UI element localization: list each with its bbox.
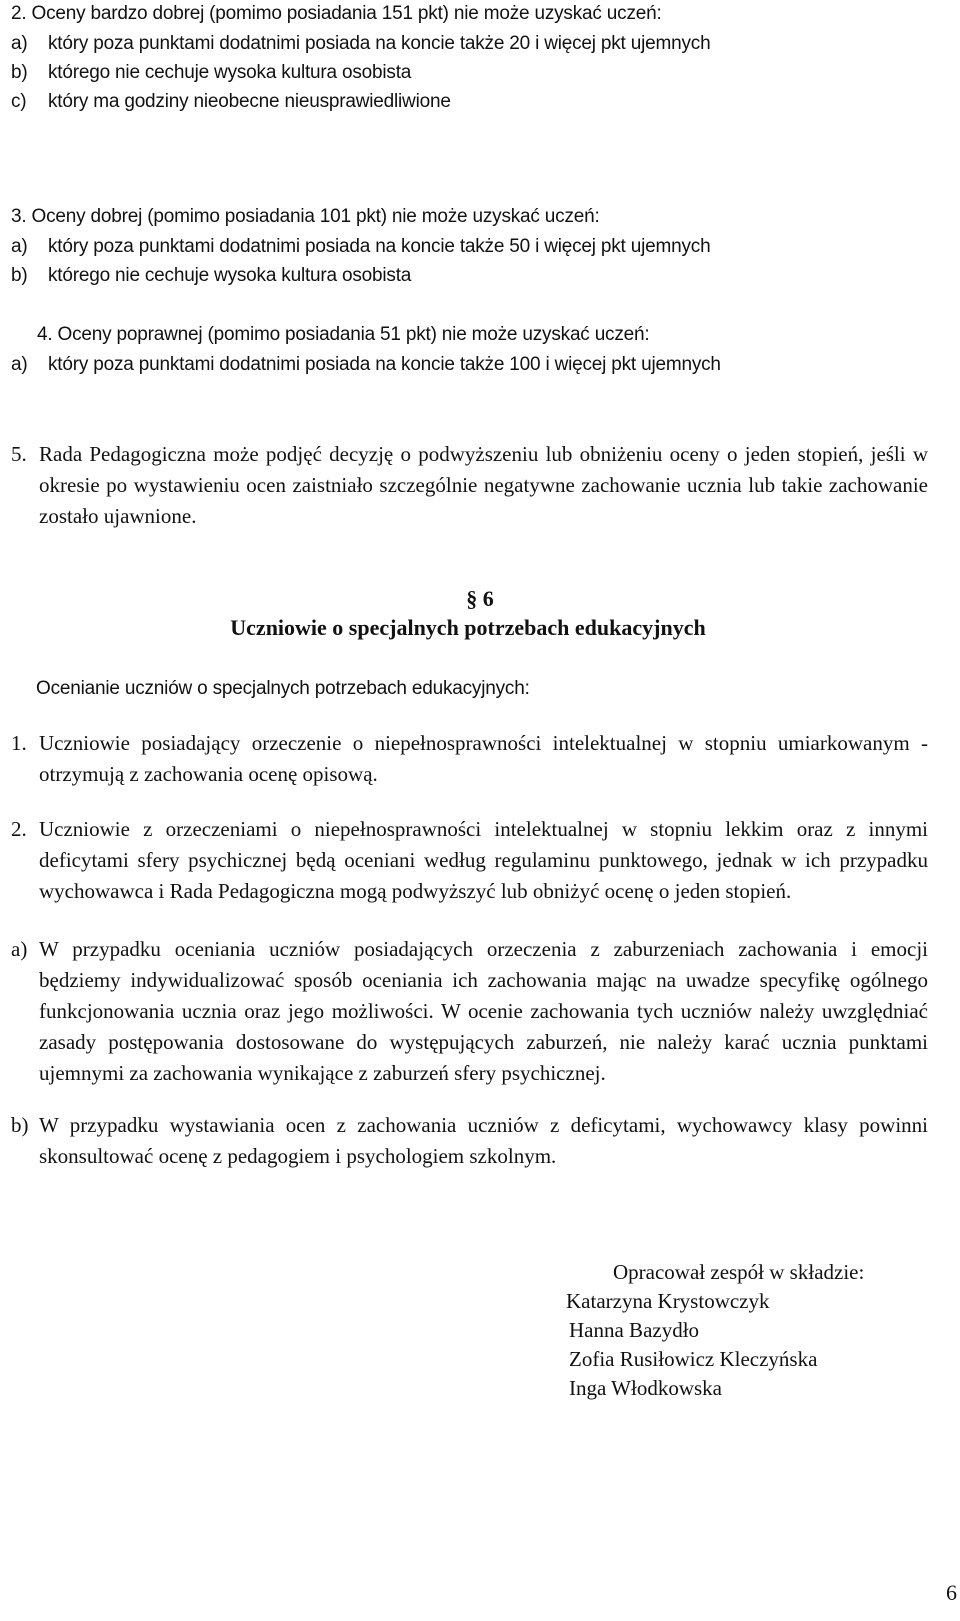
signature-member: Zofia Rusiłowicz Kleczyńska <box>569 1347 818 1371</box>
section-4-title: 4. Oceny poprawnej (pomimo posiadania 51 pkt) nie może uzyskać uczeń: <box>37 324 650 345</box>
point-2 <box>11 814 928 907</box>
page-number: 6 <box>946 1580 957 1605</box>
list-item <box>11 92 451 111</box>
list-item <box>11 34 710 53</box>
section-2-title: 2. Oceny bardzo dobrej (pomimo posiadania 151 pkt) nie może uzyskać uczeń: <box>11 3 662 24</box>
item-label: a) <box>11 236 28 257</box>
item-text: którego nie cechuje wysoka kultura osobista <box>48 62 412 83</box>
signature-member: Inga Włodkowska <box>569 1376 722 1400</box>
subpoint-b <box>11 1110 928 1172</box>
signature-member: Hanna Bazydło <box>569 1318 700 1342</box>
chapter-intro: Ocenianie uczniów o specjalnych potrzebach edukacyjnych: <box>36 678 530 699</box>
subpoint-text: W przypadku oceniania uczniów posiadających orzeczenia z zaburzeniach zachowania i emocji będziemy indywidualizować sposób oceniania ich zachowania mając na uwadze specyfikę ogólnego funkcjonowania ucznia oraz jego możliwości. W ocenie zachowania tych uczniów należy uwzględniać zasady postępowania dostosowane do występujących zaburzeń, nie należy karać ucznia punktami ujemnymi za zachowania wynikające z zaburzeń sfery psychicznej. <box>39 937 928 1085</box>
point-text: Uczniowie z orzeczeniami o niepełnosprawności intelektualnej w stopniu lekkim oraz z innymi deficytami sfery psychicznej będą oceniani według regulaminu punktowego, jednak w ich przypadku wychowawca i Rada Pedagogiczna mogą podwyższyć lub obniżyć ocenę o jeden stopień. <box>39 817 928 903</box>
item-label: a) <box>11 354 28 375</box>
item-label: b) <box>11 265 28 286</box>
section-5-text: Rada Pedagogiczna może podjęć decyzję o podwyższeniu lub obniżeniu oceny o jeden stopień, jeśli w okresie po wystawieniu ocen zaistniało szczególnie negatywne zachowanie ucznia lub takie zachowanie zostało ujawnione. <box>39 442 928 528</box>
point-number: 2. <box>11 817 27 841</box>
section-5-number: 5. <box>11 442 27 466</box>
point-number: 1. <box>11 731 27 755</box>
signature-member: Katarzyna Krystowczyk <box>566 1289 770 1313</box>
section-3-title: 3. Oceny dobrej (pomimo posiadania 101 pkt) nie może uzyskać uczeń: <box>11 206 600 227</box>
subpoint-label: b) <box>11 1113 29 1137</box>
item-label: b) <box>11 62 28 83</box>
subpoint-text: W przypadku wystawiania ocen z zachowania uczniów z deficytami, wychowawcy klasy powinni skonsultować ocenę z pedagogiem i psychologiem szkolnym. <box>39 1113 928 1168</box>
list-item <box>11 355 721 374</box>
point-1 <box>11 728 928 790</box>
section-5 <box>11 439 928 532</box>
item-label: c) <box>11 91 27 112</box>
item-text: który poza punktami dodatnimi posiada na koncie także 20 i więcej pkt ujemnych <box>48 33 711 54</box>
list-item <box>11 237 710 256</box>
subpoint-label: a) <box>11 937 28 961</box>
item-label: a) <box>11 33 28 54</box>
list-item <box>11 266 411 285</box>
item-text: który poza punktami dodatnimi posiada na koncie także 100 i więcej pkt ujemnych <box>48 354 721 375</box>
item-text: którego nie cechuje wysoka kultura osobista <box>48 265 412 286</box>
subpoint-a <box>11 934 928 1089</box>
item-text: który poza punktami dodatnimi posiada na koncie także 50 i więcej pkt ujemnych <box>48 236 711 257</box>
chapter-title: Uczniowie o specjalnych potrzebach edukacyjnych <box>230 615 706 640</box>
paragraph-mark: § 6 <box>466 586 494 611</box>
signature-heading: Opracował zespół w składzie: <box>613 1260 865 1284</box>
point-text: Uczniowie posiadający orzeczenie o niepełnosprawności intelektualnej w stopniu umiarkowanym - otrzymują z zachowania ocenę opisową. <box>39 731 928 786</box>
list-item <box>11 63 411 82</box>
item-text: który ma godziny nieobecne nieusprawiedliwione <box>48 91 451 112</box>
